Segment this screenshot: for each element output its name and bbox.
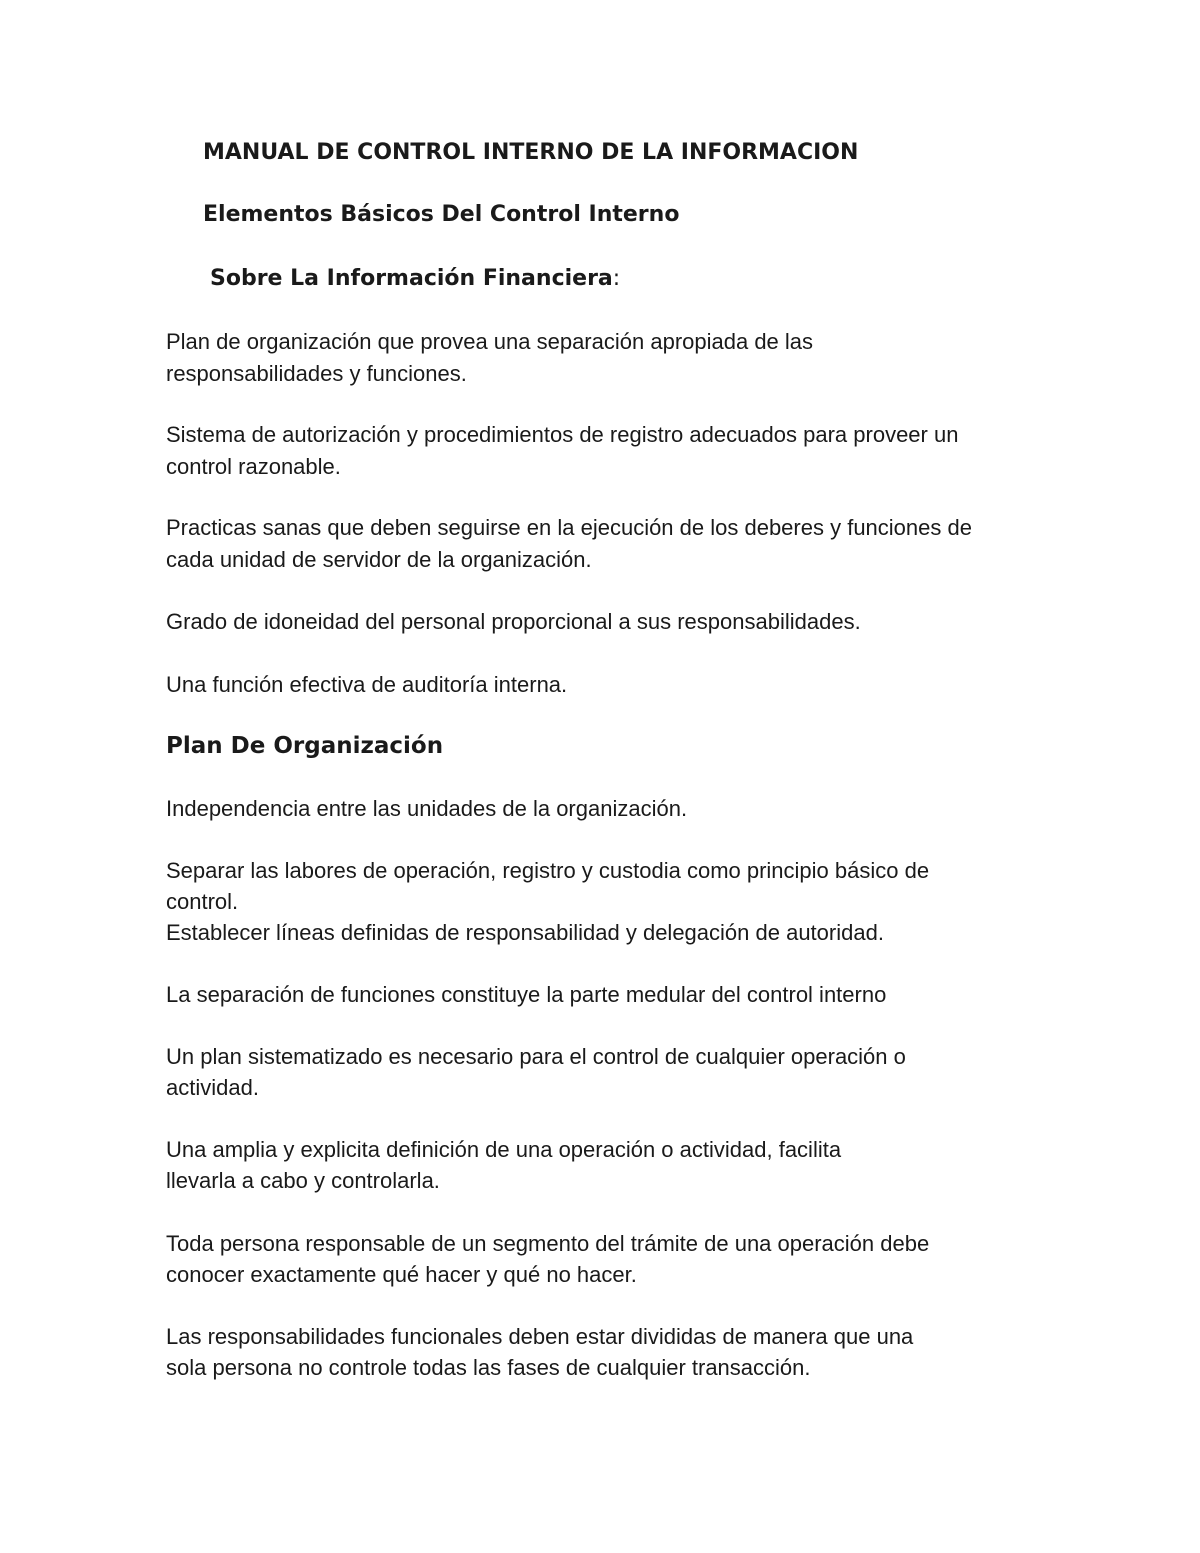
plan-item-4-line-1: Un plan sistematizado es necesario para el control de cualquier operación o [166, 1044, 906, 1069]
element-3-line-1: Practicas sanas que deben seguirse en la ejecución de los deberes y funciones de [166, 515, 972, 540]
element-1-line-1: Plan de organización que provea una separación apropiada de las [166, 329, 814, 354]
element-1-line-2: responsabilidades y funciones. [166, 361, 467, 386]
plan-item-2-line-2: control. [166, 889, 239, 914]
document-title: MANUAL DE CONTROL INTERNO DE LA INFORMACION [203, 140, 859, 165]
element-5-line-1: Una función efectiva de auditoría interna. [166, 672, 568, 697]
plan-item-7-line-2: sola persona no controle todas las fases de cualquier transacción. [166, 1355, 811, 1380]
element-2-line-1: Sistema de autorización y procedimientos de registro adecuados para proveer un [166, 422, 959, 447]
plan-item-2-line-1: Separar las labores de operación, registro y custodia como principio básico de [166, 858, 930, 883]
plan-item-3-line-1: La separación de funciones constituye la parte medular del control interno [166, 982, 887, 1007]
plan-item-2-line-3: Establecer líneas definidas de responsabilidad y delegación de autoridad. [166, 920, 884, 945]
plan-heading: Plan De Organización [166, 733, 444, 759]
plan-item-6-line-2: conocer exactamente qué hacer y qué no hacer. [166, 1262, 637, 1287]
element-4-line-1: Grado de idoneidad del personal proporcional a sus responsabilidades. [166, 609, 861, 634]
section-heading [210, 266, 620, 291]
plan-item-5-line-1: Una amplia y explicita definición de una operación o actividad, facilita [166, 1137, 842, 1162]
plan-item-4-line-2: actividad. [166, 1075, 259, 1100]
plan-item-7-line-1: Las responsabilidades funcionales deben estar divididas de manera que una [166, 1324, 914, 1349]
plan-item-1-line-1: Independencia entre las unidades de la organización. [166, 796, 688, 821]
section-heading-text: Sobre La Información Financiera [210, 266, 613, 291]
plan-item-5-line-2: llevarla a cabo y controlarla. [166, 1168, 440, 1193]
element-2-line-2: control razonable. [166, 454, 341, 479]
section-heading-colon: : [612, 266, 621, 291]
element-3-line-2: cada unidad de servidor de la organización. [166, 547, 592, 572]
document-subtitle: Elementos Básicos Del Control Interno [203, 202, 680, 227]
plan-item-6-line-1: Toda persona responsable de un segmento del trámite de una operación debe [166, 1231, 930, 1256]
